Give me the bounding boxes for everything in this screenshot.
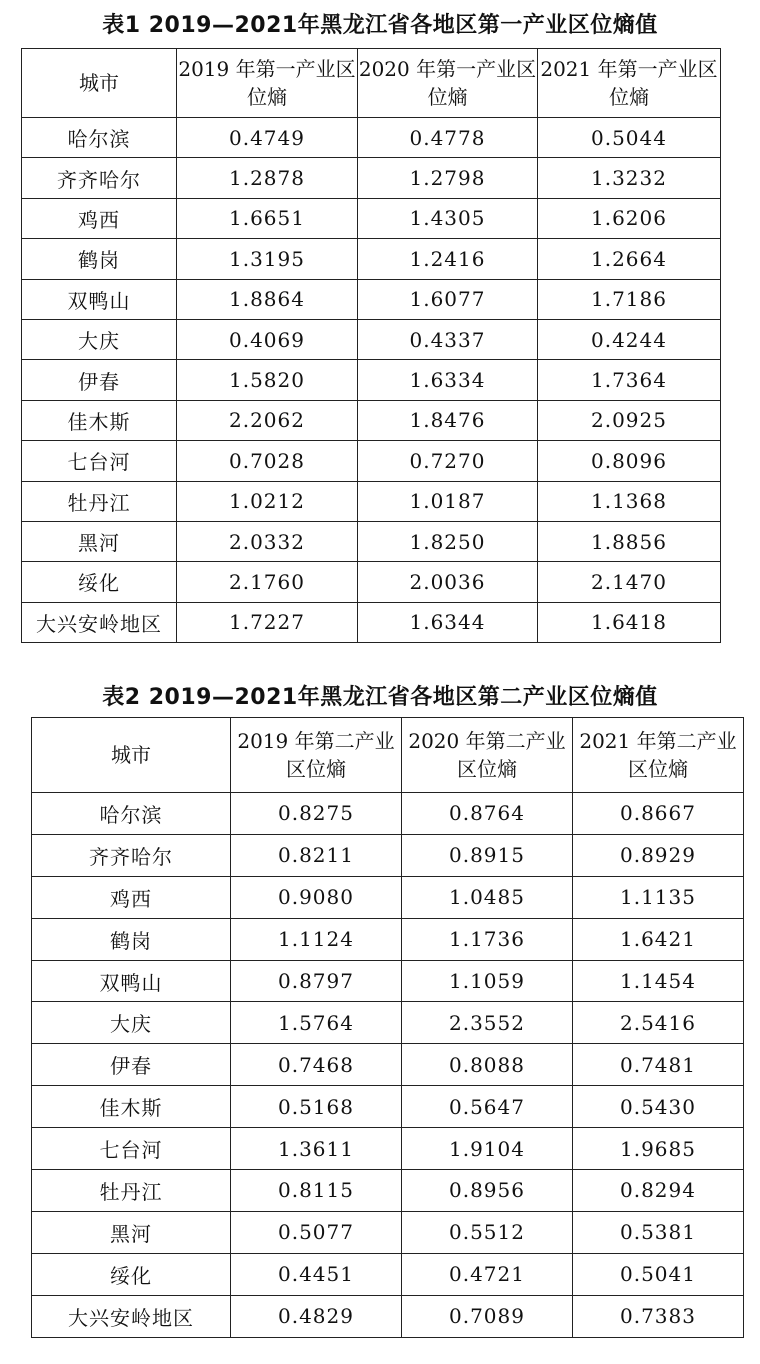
column-header-year-2: 2020 年第一产业区位熵 (358, 49, 538, 118)
city-cell: 鸡西 (32, 876, 231, 918)
value-cell: 0.8667 (573, 793, 744, 835)
value-cell: 1.6344 (358, 602, 538, 642)
table2-body (32, 793, 744, 1338)
table-row (22, 158, 721, 198)
value-cell: 1.1368 (538, 481, 721, 521)
table-row (32, 960, 744, 1002)
value-cell: 2.0036 (358, 562, 538, 602)
table2-caption: 表2 2019—2021年黑龙江省各地区第二产业区位熵值 (102, 685, 658, 710)
table-row (22, 198, 721, 238)
value-cell: 1.1059 (402, 960, 573, 1002)
value-cell: 2.5416 (573, 1002, 744, 1044)
city-cell: 绥化 (32, 1253, 231, 1295)
table-row (32, 1170, 744, 1212)
value-cell: 0.5381 (573, 1211, 744, 1253)
value-cell: 1.5820 (177, 360, 358, 400)
value-cell: 1.2878 (177, 158, 358, 198)
value-cell: 0.4721 (402, 1253, 573, 1295)
value-cell: 0.4778 (358, 118, 538, 158)
table-row (22, 239, 721, 279)
table-row (32, 1295, 744, 1337)
value-cell: 0.4749 (177, 118, 358, 158)
city-cell: 绥化 (22, 562, 177, 602)
table1-caption: 表1 2019—2021年黑龙江省各地区第一产业区位熵值 (102, 13, 658, 38)
value-cell: 1.8856 (538, 521, 721, 561)
value-cell: 1.1135 (573, 876, 744, 918)
value-cell: 0.7089 (402, 1295, 573, 1337)
city-cell: 伊春 (32, 1044, 231, 1086)
value-cell: 1.6418 (538, 602, 721, 642)
table-row (22, 118, 721, 158)
value-cell: 2.2062 (177, 400, 358, 440)
value-cell: 0.8764 (402, 793, 573, 835)
table-row (32, 793, 744, 835)
city-cell: 哈尔滨 (22, 118, 177, 158)
table-row (22, 319, 721, 359)
value-cell: 0.5647 (402, 1086, 573, 1128)
city-cell: 鹤岗 (22, 239, 177, 279)
city-cell: 黑河 (32, 1211, 231, 1253)
city-cell: 黑河 (22, 521, 177, 561)
value-cell: 1.7364 (538, 360, 721, 400)
value-cell: 0.8294 (573, 1170, 744, 1212)
value-cell: 1.6077 (358, 279, 538, 319)
value-cell: 0.5168 (231, 1086, 402, 1128)
value-cell: 0.7383 (573, 1295, 744, 1337)
table-row (22, 360, 721, 400)
table-row (32, 1253, 744, 1295)
city-cell: 齐齐哈尔 (22, 158, 177, 198)
city-cell: 大庆 (22, 319, 177, 359)
table-row (22, 441, 721, 481)
value-cell: 1.6651 (177, 198, 358, 238)
column-header-city: 城市 (32, 718, 231, 793)
value-cell: 0.8956 (402, 1170, 573, 1212)
table-row (32, 918, 744, 960)
column-header-year-3: 2021 年第一产业区位熵 (538, 49, 721, 118)
value-cell: 1.3611 (231, 1128, 402, 1170)
table2 (31, 717, 744, 1338)
city-cell: 哈尔滨 (32, 793, 231, 835)
table-row (32, 834, 744, 876)
value-cell: 0.4451 (231, 1253, 402, 1295)
value-cell: 0.8115 (231, 1170, 402, 1212)
value-cell: 1.8250 (358, 521, 538, 561)
value-cell: 0.4829 (231, 1295, 402, 1337)
column-header-year-2: 2020 年第二产业区位熵 (402, 718, 573, 793)
value-cell: 1.2798 (358, 158, 538, 198)
value-cell: 0.9080 (231, 876, 402, 918)
value-cell: 1.6334 (358, 360, 538, 400)
value-cell: 1.9104 (402, 1128, 573, 1170)
table-row (32, 1128, 744, 1170)
table-row (22, 481, 721, 521)
value-cell: 1.9685 (573, 1128, 744, 1170)
table-row (32, 1086, 744, 1128)
value-cell: 0.8275 (231, 793, 402, 835)
value-cell: 1.3195 (177, 239, 358, 279)
value-cell: 0.5044 (538, 118, 721, 158)
city-cell: 鹤岗 (32, 918, 231, 960)
city-cell: 牡丹江 (22, 481, 177, 521)
value-cell: 1.2416 (358, 239, 538, 279)
city-cell: 佳木斯 (32, 1086, 231, 1128)
table1-header (22, 49, 721, 118)
value-cell: 1.7227 (177, 602, 358, 642)
value-cell: 1.2664 (538, 239, 721, 279)
value-cell: 1.4305 (358, 198, 538, 238)
value-cell: 1.0485 (402, 876, 573, 918)
value-cell: 1.3232 (538, 158, 721, 198)
table-row (22, 521, 721, 561)
city-cell: 鸡西 (22, 198, 177, 238)
city-cell: 齐齐哈尔 (32, 834, 231, 876)
table-row (32, 876, 744, 918)
value-cell: 0.5041 (573, 1253, 744, 1295)
value-cell: 1.6206 (538, 198, 721, 238)
value-cell: 1.0212 (177, 481, 358, 521)
value-cell: 1.6421 (573, 918, 744, 960)
value-cell: 0.4069 (177, 319, 358, 359)
value-cell: 2.1760 (177, 562, 358, 602)
table-row (22, 602, 721, 642)
value-cell: 1.7186 (538, 279, 721, 319)
value-cell: 1.1124 (231, 918, 402, 960)
value-cell: 1.1454 (573, 960, 744, 1002)
city-cell: 七台河 (32, 1128, 231, 1170)
value-cell: 1.1736 (402, 918, 573, 960)
value-cell: 2.3552 (402, 1002, 573, 1044)
table2-header (32, 718, 744, 793)
value-cell: 0.5077 (231, 1211, 402, 1253)
value-cell: 1.8864 (177, 279, 358, 319)
table1-body (22, 118, 721, 643)
table-row (22, 279, 721, 319)
value-cell: 0.5512 (402, 1211, 573, 1253)
table1-header-row (22, 49, 721, 118)
value-cell: 0.8929 (573, 834, 744, 876)
city-cell: 大兴安岭地区 (32, 1295, 231, 1337)
city-cell: 伊春 (22, 360, 177, 400)
column-header-city: 城市 (22, 49, 177, 118)
table-row (22, 400, 721, 440)
column-header-year-3: 2021 年第二产业区位熵 (573, 718, 744, 793)
table2-header-row (32, 718, 744, 793)
table1 (21, 48, 721, 643)
value-cell: 1.8476 (358, 400, 538, 440)
value-cell: 0.8088 (402, 1044, 573, 1086)
column-header-year-1: 2019 年第二产业区位熵 (231, 718, 402, 793)
value-cell: 0.8211 (231, 834, 402, 876)
value-cell: 0.8096 (538, 441, 721, 481)
value-cell: 0.7468 (231, 1044, 402, 1086)
column-header-year-1: 2019 年第一产业区位熵 (177, 49, 358, 118)
table-row (32, 1044, 744, 1086)
value-cell: 1.0187 (358, 481, 538, 521)
table-row (32, 1211, 744, 1253)
value-cell: 0.5430 (573, 1086, 744, 1128)
value-cell: 0.4244 (538, 319, 721, 359)
value-cell: 0.7481 (573, 1044, 744, 1086)
value-cell: 0.8915 (402, 834, 573, 876)
city-cell: 大庆 (32, 1002, 231, 1044)
value-cell: 2.0925 (538, 400, 721, 440)
value-cell: 2.0332 (177, 521, 358, 561)
value-cell: 0.8797 (231, 960, 402, 1002)
city-cell: 七台河 (22, 441, 177, 481)
value-cell: 0.4337 (358, 319, 538, 359)
value-cell: 1.5764 (231, 1002, 402, 1044)
city-cell: 双鸭山 (32, 960, 231, 1002)
value-cell: 2.1470 (538, 562, 721, 602)
city-cell: 大兴安岭地区 (22, 602, 177, 642)
table-row (22, 562, 721, 602)
value-cell: 0.7270 (358, 441, 538, 481)
table-row (32, 1002, 744, 1044)
city-cell: 双鸭山 (22, 279, 177, 319)
value-cell: 0.7028 (177, 441, 358, 481)
city-cell: 佳木斯 (22, 400, 177, 440)
city-cell: 牡丹江 (32, 1170, 231, 1212)
